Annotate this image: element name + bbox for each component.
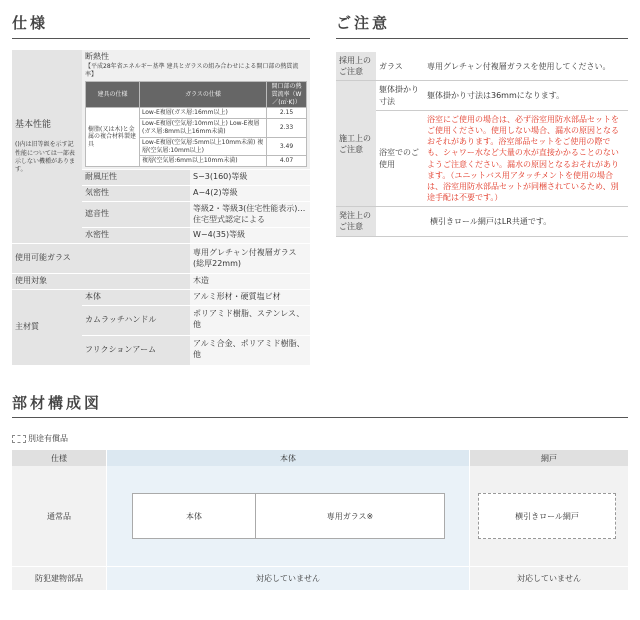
header-screen: 網戸 <box>470 450 628 466</box>
spec-table <box>12 50 310 366</box>
value-row: 2.15 <box>267 108 307 119</box>
wind-label: 耐風圧性 <box>82 170 190 186</box>
header-spec: 仕様 <box>12 450 106 466</box>
row-normal-label: 通常品 <box>47 511 71 521</box>
security-screen: 対応していません <box>517 574 581 583</box>
glass-value: 専用グレチャン付複層ガラス(総厚22mm) <box>190 244 310 274</box>
insulation-standard-title: 【平成28年省エネルギー基準 建具とガラスの組み合わせによる開口部の熱貫流率】 <box>85 62 299 78</box>
water-value: W−4(35)等級 <box>190 228 310 244</box>
insulation-label: 断熱性 <box>85 52 109 61</box>
body-box: 本体 <box>132 493 256 539</box>
glass-row: Low-E複層(空気層:10mm以上) Low-E複層(ガス層:8mm以上16mm未満) <box>140 119 267 138</box>
row-security-label: 防犯建物部品 <box>35 574 83 583</box>
material-handle-label: カムラッチハンドル <box>82 305 190 335</box>
col-frame: 建具の仕様 <box>86 81 140 107</box>
notes-table <box>336 52 628 237</box>
airtight-label: 気密性 <box>82 185 190 201</box>
material-arm-value: アルミ合金、ポリアミド樹脂、他 <box>190 335 310 365</box>
order-label: 発注上のご注意 <box>336 207 376 236</box>
glass-box: 専用ガラス※ <box>255 493 445 539</box>
material-body-value: アルミ形材・硬質塩ビ材 <box>190 289 310 305</box>
spec-title: 仕様 <box>12 14 49 32</box>
legend-text: 別途有償品 <box>28 434 68 443</box>
material-body-label: 本体 <box>82 289 190 305</box>
value-row: 4.07 <box>267 156 307 167</box>
parts-title-rule <box>12 417 628 418</box>
frame-spec: 樹脂(又は木)と金属の複合材料製建具 <box>86 108 140 167</box>
col-value: 開口部の熱貫流率（W／(㎡·K)） <box>267 81 307 107</box>
notes-title: ご注意 <box>336 14 391 32</box>
order-text: 横引きロール網戸はLR共通です。 <box>376 207 628 236</box>
insulation-table <box>85 81 307 167</box>
adoption-label: 採用上のご注意 <box>336 52 376 81</box>
adoption-sub: ガラス <box>376 52 424 81</box>
glass-row: Low-E複層(空気層:5mm以上10mm未満) 複層(空気層:10mm以上) <box>140 137 267 156</box>
security-body: 対応していません <box>256 574 320 583</box>
bath-sub: 浴室でのご使用 <box>376 110 424 207</box>
sound-value: 等級2・等級3(住宅性能表示)…住宅型式認定による <box>190 201 310 228</box>
spec-title-rule <box>12 38 310 39</box>
adoption-text: 専用グレチャン付複層ガラスを使用してください。 <box>424 52 628 81</box>
glass-row: Low-E複層(ガス層:16mm以上) <box>140 108 267 119</box>
water-label: 水密性 <box>82 228 190 244</box>
frame-text: 躯体掛かり寸法は36mmになります。 <box>424 81 628 110</box>
sound-label: 遮音性 <box>82 201 190 228</box>
screen-box: 横引きロール網戸 <box>478 493 616 539</box>
bath-text: 浴室にご使用の場合は、必ず浴室用防水部品セットをご使用ください。使用しない場合、漏水の原因となるおそれがあります。浴室部品セットをご使用の際でも、シャワー水など大量の水が直接かかることのないようご注意ください。漏水の原因となるおそれがあります。（ユニットバス用アタッチメントを使用の場合は、浴室用防水部品セットが同梱されているため、別途手配は不要です。） <box>424 110 628 207</box>
parts-title: 部材構成図 <box>12 394 103 412</box>
parts-diagram <box>12 450 628 590</box>
material-handle-value: ポリアミド樹脂、ステンレス、他 <box>190 305 310 335</box>
performance-note: ()内は旧等級を示す記性能については一部表示しない機種があります。 <box>15 141 76 173</box>
material-arm-label: フリクションアーム <box>82 335 190 365</box>
notes-title-rule <box>336 38 628 39</box>
col-glass: ガラスの仕様 <box>140 81 267 107</box>
header-body: 本体 <box>107 450 469 466</box>
value-row: 3.49 <box>267 137 307 156</box>
target-value: 木造 <box>190 274 310 290</box>
performance-cell <box>12 50 82 244</box>
insulation-cell <box>82 50 310 170</box>
airtight-value: A−4(2)等級 <box>190 185 310 201</box>
material-label: 主材質 <box>12 289 82 365</box>
construction-label: 施工上のご注意 <box>336 81 376 207</box>
dashed-box-icon <box>12 435 26 443</box>
frame-sub: 躯体掛かり寸法 <box>376 81 424 110</box>
wind-value: S−3(160)等級 <box>190 170 310 186</box>
performance-label: 基本性能 <box>15 120 52 131</box>
legend <box>12 433 68 444</box>
glass-label: 使用可能ガラス <box>12 244 190 274</box>
target-label: 使用対象 <box>12 274 190 290</box>
glass-row: 複層(空気層:6mm以上10mm未満) <box>140 156 267 167</box>
value-row: 2.33 <box>267 119 307 138</box>
